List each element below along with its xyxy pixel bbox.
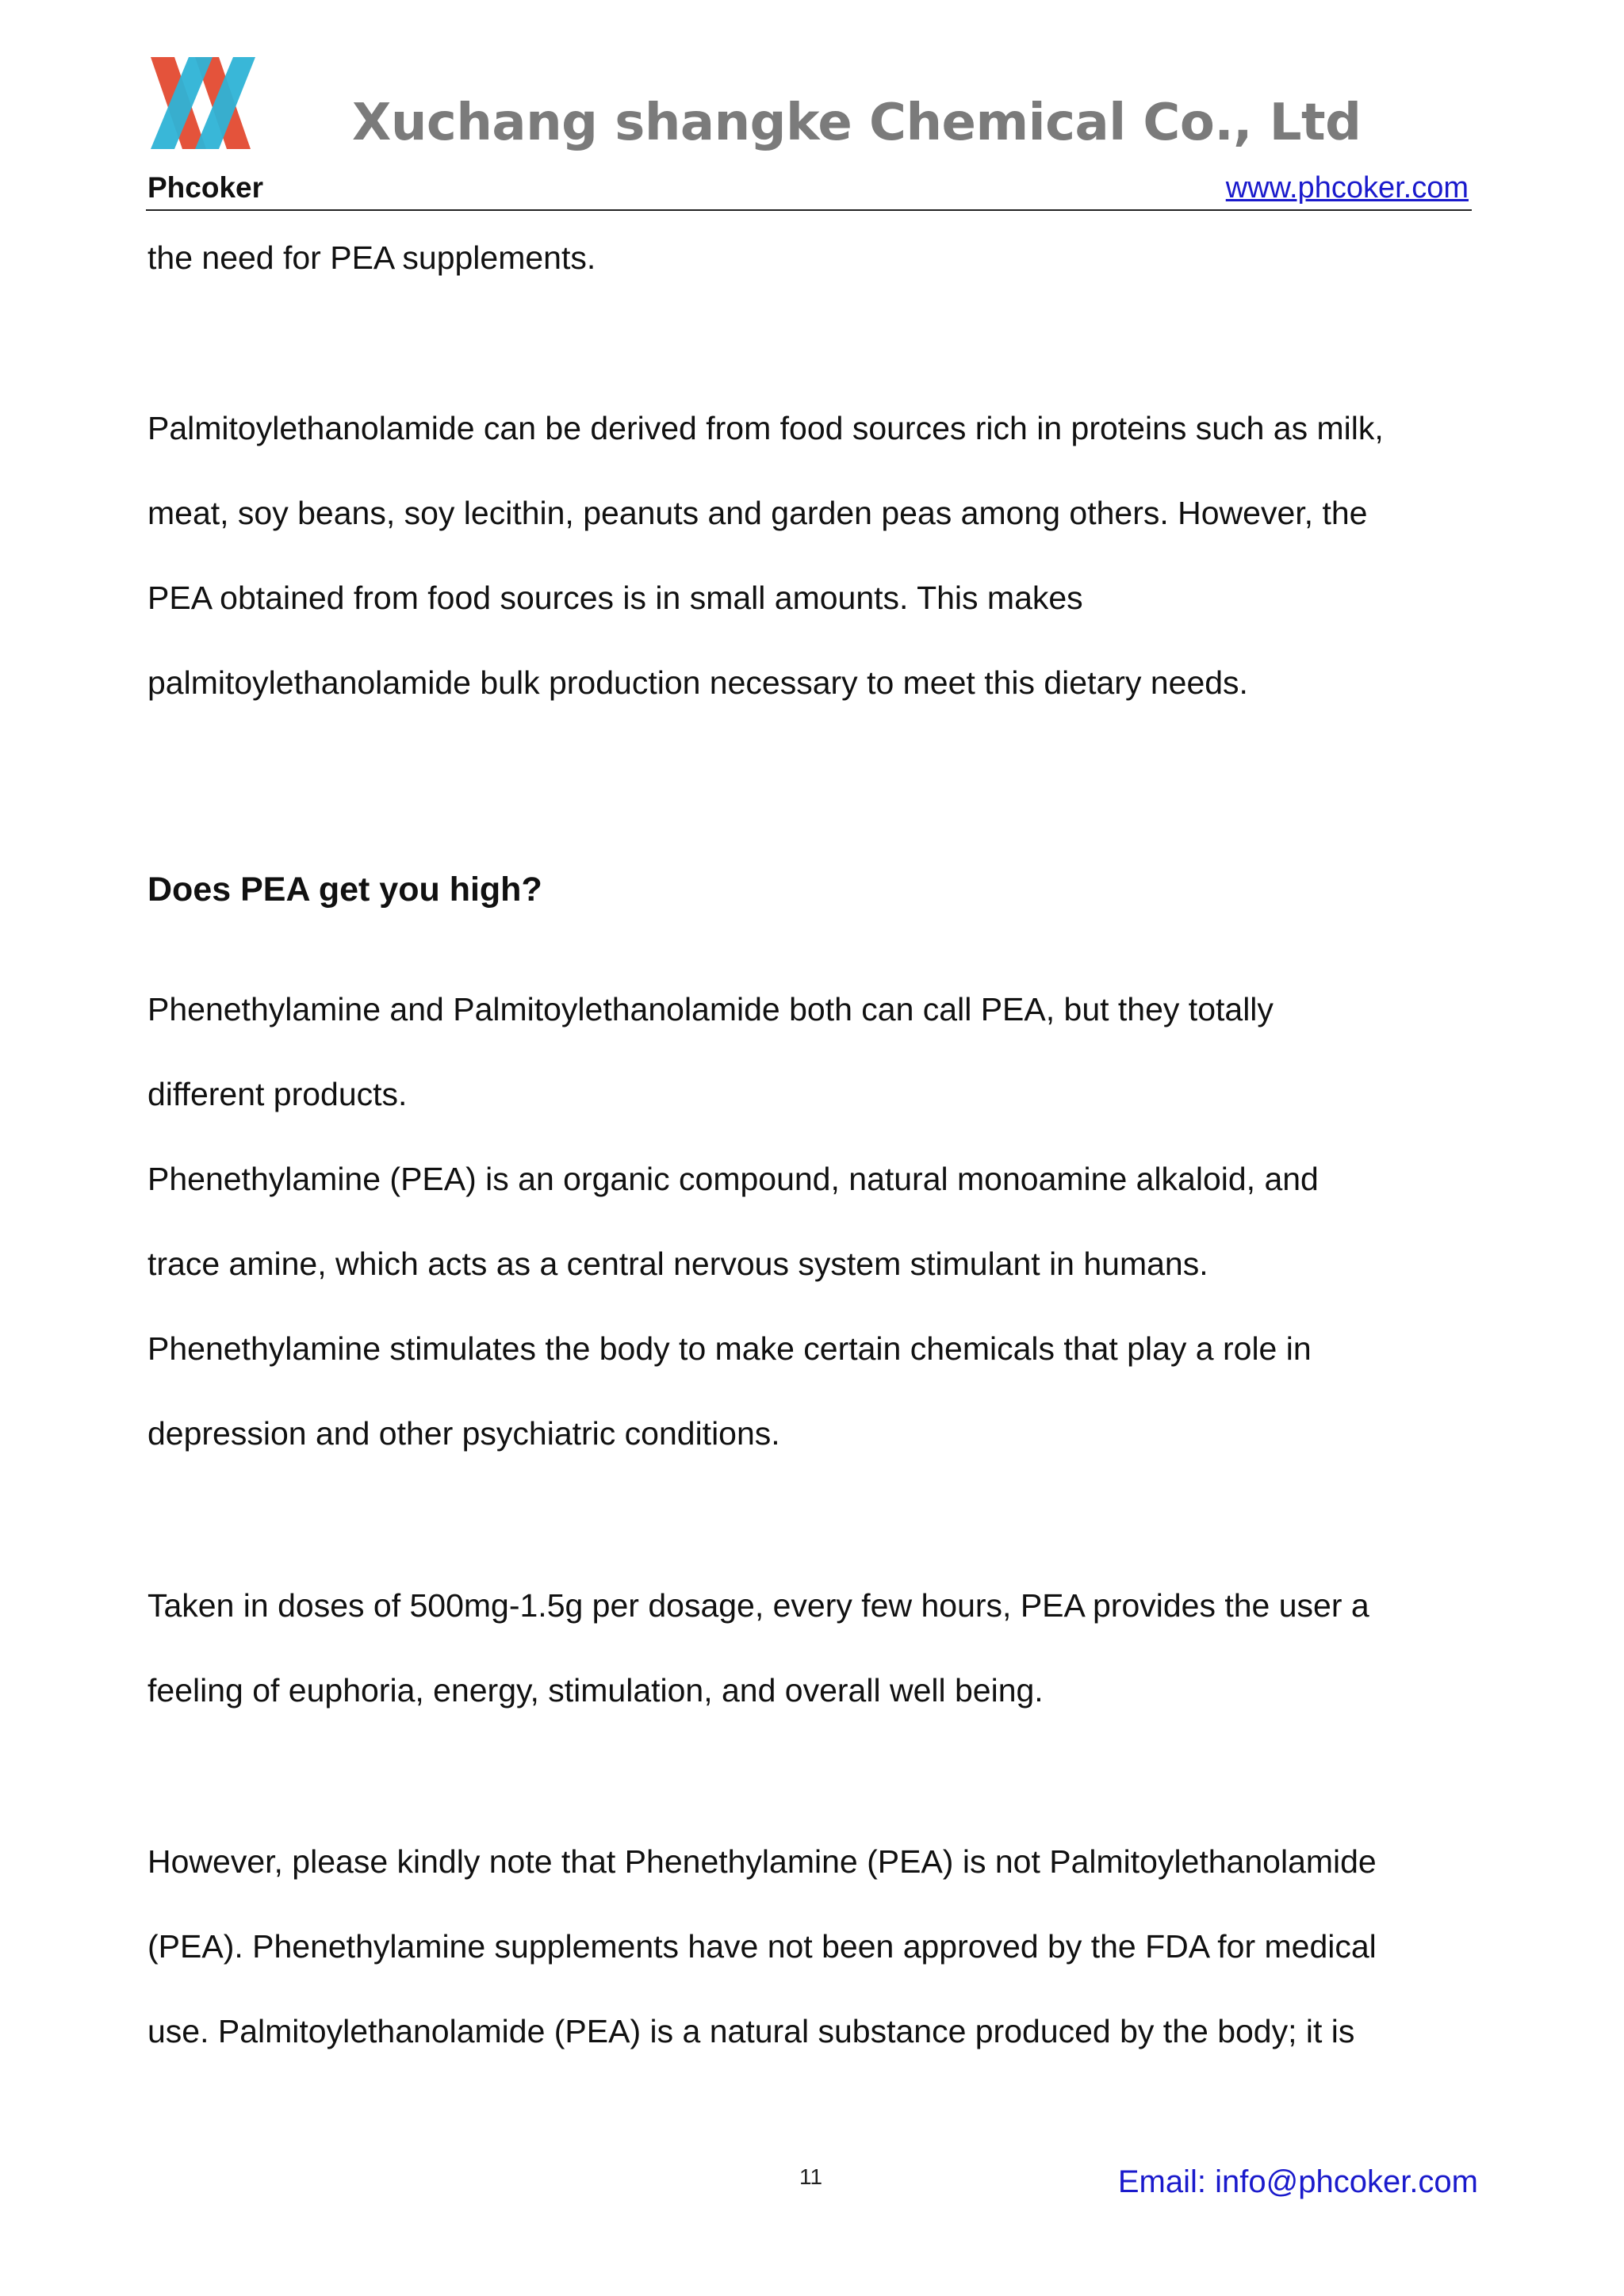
body-line-5: palmitoylethanolamide bulk production necessary to meet this dietary needs. <box>147 664 1248 701</box>
header-divider <box>146 209 1472 211</box>
phcoker-x-logo-icon <box>144 54 257 152</box>
section-heading: Does PEA get you high? <box>147 871 542 909</box>
brand-name: Phcoker <box>147 171 264 204</box>
body-line-13: feeling of euphoria, energy, stimulation, and overall well being. <box>147 1672 1044 1709</box>
email-contact[interactable]: Email: info@phcoker.com <box>1117 2164 1478 2199</box>
body-line-9: trace amine, which acts as a central nervous system stimulant in humans. <box>147 1246 1208 1282</box>
body-line-12: Taken in doses of 500mg-1.5g per dosage, every few hours, PEA provides the user a <box>147 1587 1369 1624</box>
company-name: Xuchang shangke Chemical Co., Ltd <box>352 94 1362 152</box>
body-line-14: However, please kindly note that Phenethylamine (PEA) is not Palmitoylethanolamide <box>147 1843 1377 1880</box>
body-line-3: meat, soy beans, soy lecithin, peanuts and garden peas among others. However, the <box>147 495 1368 531</box>
body-line-2: Palmitoylethanolamide can be derived from food sources rich in proteins such as milk, <box>147 410 1384 446</box>
body-line-8: Phenethylamine (PEA) is an organic compound, natural monoamine alkaloid, and <box>147 1161 1319 1197</box>
body-line-1: the need for PEA supplements. <box>147 239 596 276</box>
body-line-10: Phenethylamine stimulates the body to make certain chemicals that play a role in <box>147 1330 1312 1367</box>
body-line-16: use. Palmitoylethanolamide (PEA) is a natural substance produced by the body; it is <box>147 2013 1355 2049</box>
body-line-7: different products. <box>147 1076 408 1112</box>
body-line-4: PEA obtained from food sources is in small amounts. This makes <box>147 580 1083 616</box>
page-number: 11 <box>799 2164 823 2189</box>
body-line-11: depression and other psychiatric conditions. <box>147 1415 780 1452</box>
website-link[interactable]: www.phcoker.com <box>1225 171 1469 205</box>
body-line-6: Phenethylamine and Palmitoylethanolamide both can call PEA, but they totally <box>147 991 1274 1027</box>
body-line-15: (PEA). Phenethylamine supplements have not been approved by the FDA for medical <box>147 1928 1377 1965</box>
